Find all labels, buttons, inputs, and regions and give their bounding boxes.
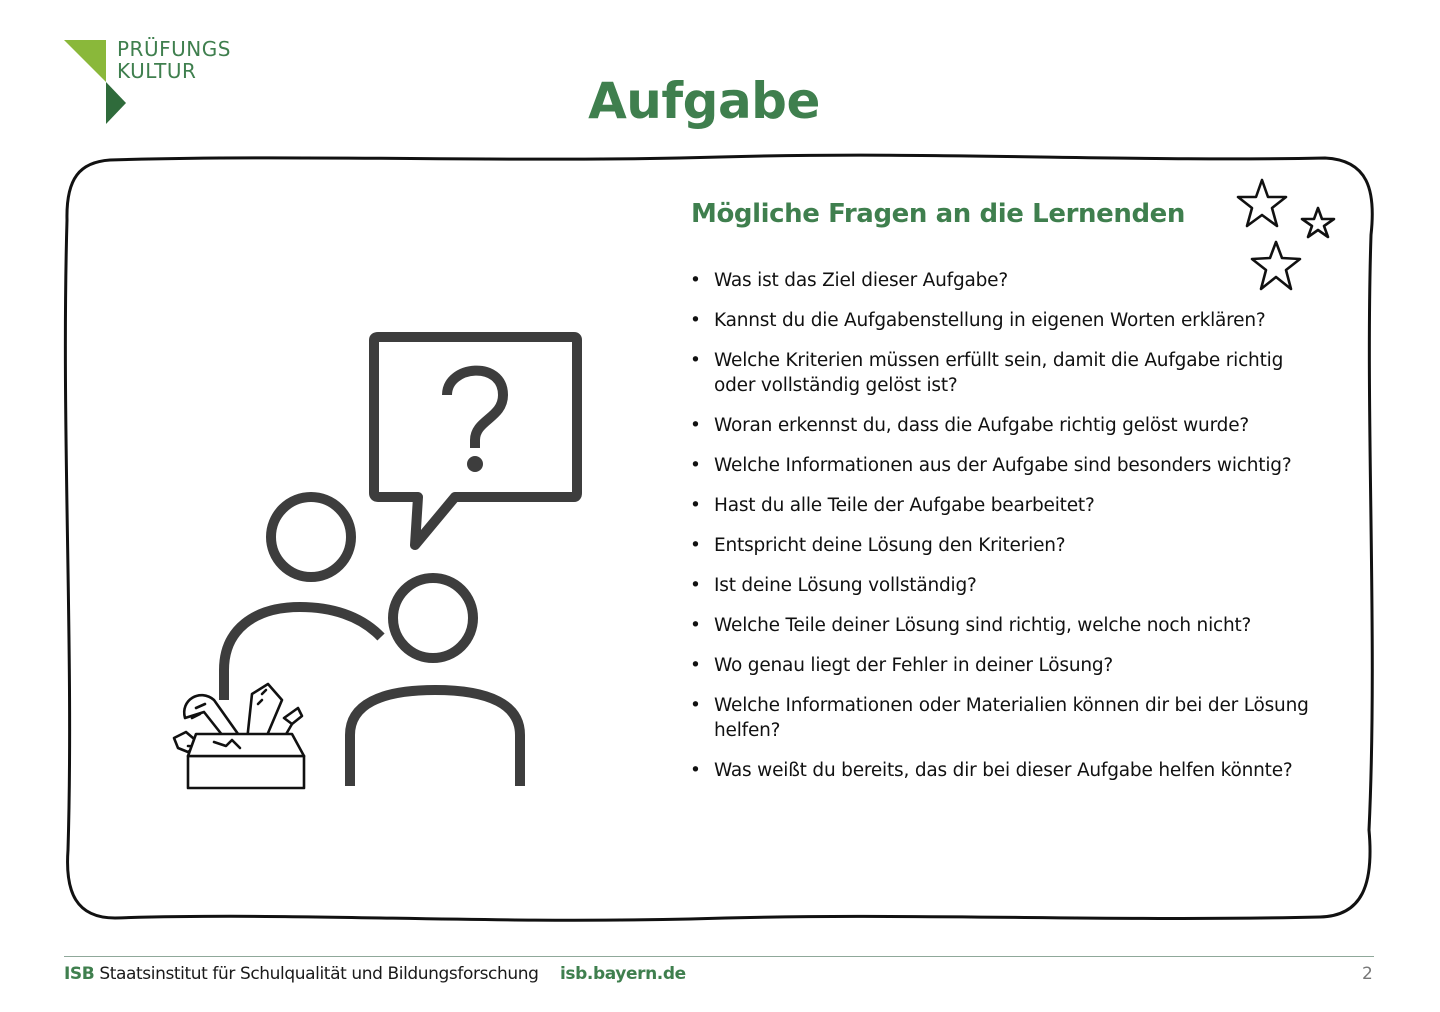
footer-url-link[interactable]: isb.bayern.de — [560, 964, 686, 984]
logo-line-2: KULTUR — [117, 59, 197, 83]
question-item: • Was ist das Ziel dieser Aufgabe? — [690, 268, 1310, 293]
page-number: 2 — [1362, 964, 1373, 984]
question-item: • Was weißt du bereits, das dir bei dieser Aufgabe helfen könnte? — [690, 758, 1310, 783]
question-item: • Ist deine Lösung vollständig? — [690, 573, 1310, 598]
question-item: • Kannst du die Aufgabenstellung in eigenen Worten erklären? — [690, 308, 1310, 333]
footer-isb: ISB — [64, 964, 95, 984]
questions-subtitle: Mögliche Fragen an die Lernenden — [691, 199, 1185, 229]
question-item: • Welche Kriterien müssen erfüllt sein, damit die Aufgabe richtig oder vollständig gelöst ist? — [690, 348, 1310, 398]
question-item: • Welche Informationen aus der Aufgabe sind besonders wichtig? — [690, 453, 1310, 478]
logo-line-1: PRÜFUNGS — [117, 37, 231, 61]
question-item: • Woran erkennst du, dass die Aufgabe richtig gelöst wurde? — [690, 413, 1310, 438]
question-item: • Welche Teile deiner Lösung sind richtig, welche noch nicht? — [690, 613, 1310, 638]
persons-question-illustration-icon — [165, 328, 585, 798]
footer-divider — [64, 956, 1374, 957]
questions-list — [690, 268, 1310, 798]
footer-institute — [64, 964, 539, 984]
question-item: • Wo genau liegt der Fehler in deiner Lösung? — [690, 653, 1310, 678]
footer-institute-name: Staatsinstitut für Schulqualität und Bildungsforschung — [99, 964, 539, 984]
page-title: Aufgabe — [588, 72, 820, 130]
question-item: • Welche Informationen oder Materialien können dir bei der Lösung helfen? — [690, 693, 1310, 743]
question-item: • Entspricht deine Lösung den Kriterien? — [690, 533, 1310, 558]
question-item: • Hast du alle Teile der Aufgabe bearbeitet? — [690, 493, 1310, 518]
